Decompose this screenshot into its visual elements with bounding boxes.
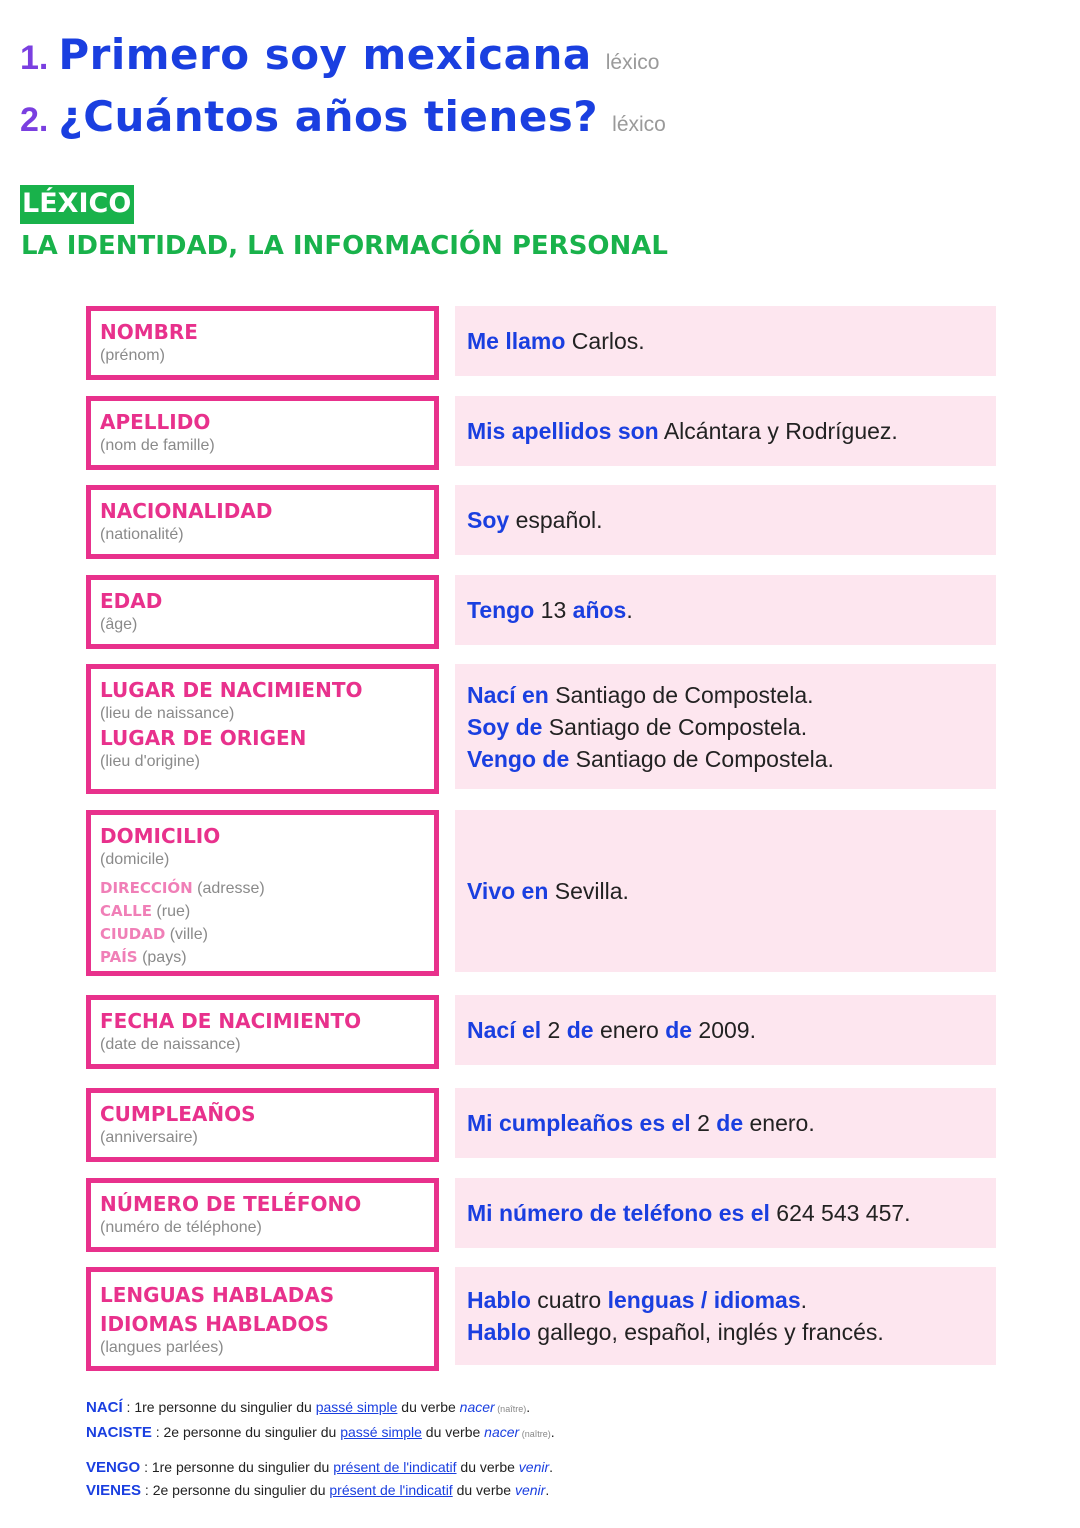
example-line	[467, 1197, 984, 1229]
note-text: du verbe	[456, 1459, 519, 1475]
sub-term	[100, 923, 425, 946]
term-key: APELLIDO	[100, 410, 211, 434]
example-keyword: Vivo en	[467, 878, 549, 904]
example-line	[467, 1014, 984, 1046]
example-box	[455, 485, 996, 555]
note-text: : 1re personne du singulier du	[122, 1399, 316, 1415]
example-line	[467, 679, 984, 711]
sub-term-key: DIRECCIÓN	[100, 879, 193, 897]
term-translation: (prénom)	[100, 347, 165, 364]
term-key: DOMICILIO	[100, 824, 221, 848]
sub-term-translation: (ville)	[165, 926, 208, 943]
sub-term-key: CIUDAD	[100, 925, 166, 943]
heading-2	[20, 92, 666, 141]
term-key: IDIOMAS HABLADOS	[100, 1312, 329, 1336]
example-box	[455, 396, 996, 466]
example-text: .	[800, 1287, 807, 1313]
example-text: enero.	[743, 1110, 815, 1136]
term-box	[86, 485, 439, 559]
example-keyword: de	[665, 1017, 693, 1043]
note-translation: (naître)	[494, 1404, 527, 1414]
term-box	[86, 810, 439, 976]
example-line	[467, 743, 984, 775]
note-tense: passé simple	[340, 1424, 422, 1440]
example-text: Santiago de Compostela.	[548, 681, 814, 708]
term-key: FECHA DE NACIMIENTO	[100, 1009, 362, 1033]
heading-number: 1.	[20, 39, 49, 77]
example-line	[467, 1284, 984, 1316]
example-text: gallego, español, inglés y francés.	[530, 1319, 884, 1345]
example-keyword: lenguas / idiomas	[607, 1287, 801, 1313]
term-translation: (âge)	[100, 616, 138, 633]
note-text: : 2e personne du singulier du	[141, 1482, 330, 1498]
example-box	[455, 306, 996, 376]
note-text: du verbe	[397, 1399, 460, 1415]
term-key: LUGAR DE ORIGEN	[100, 726, 307, 750]
sub-term-key: CALLE	[100, 902, 152, 920]
example-box	[455, 995, 996, 1065]
note-verb: nacer	[484, 1424, 520, 1440]
heading-tag: léxico	[605, 51, 660, 74]
note-tense: présent de l'indicatif	[329, 1482, 453, 1498]
example-text: 13	[534, 597, 573, 623]
example-box	[455, 1267, 996, 1365]
note-word: NACISTE	[86, 1424, 152, 1441]
sub-term-translation: (adresse)	[192, 880, 265, 897]
sub-term-translation: (rue)	[151, 903, 191, 920]
example-keyword: Soy de	[467, 713, 543, 740]
note-translation: (naître)	[519, 1429, 551, 1439]
heading-title: Primero soy mexicana	[58, 30, 592, 79]
example-text: .	[626, 597, 633, 623]
note-line	[86, 1456, 555, 1479]
example-text: cuatro	[530, 1287, 608, 1313]
note-word: VIENES	[86, 1482, 142, 1499]
example-text: Alcántara y Rodríguez.	[658, 418, 898, 444]
vocab-row	[86, 575, 996, 645]
example-line	[467, 1316, 984, 1348]
example-text: Sevilla.	[548, 878, 629, 904]
sub-term-key: PAÍS	[100, 948, 138, 966]
sub-term-translation: (pays)	[137, 949, 187, 966]
term-translation: (lieu d'origine)	[100, 753, 200, 770]
term-key: EDAD	[100, 589, 163, 613]
example-text: Santiago de Compostela.	[542, 713, 808, 740]
example-keyword: de	[716, 1110, 744, 1136]
heading-number: 2.	[20, 101, 49, 139]
sub-term	[100, 900, 425, 923]
example-line	[467, 1107, 984, 1139]
example-box	[455, 664, 996, 789]
note-verb: venir	[514, 1482, 546, 1498]
term-box	[86, 664, 439, 794]
example-text: Carlos.	[565, 328, 645, 354]
example-keyword: Nací el	[467, 1017, 542, 1043]
term-key: NÚMERO DE TELÉFONO	[100, 1192, 362, 1216]
example-box	[455, 810, 996, 972]
note-word: VENGO	[86, 1459, 141, 1476]
note-text: .	[526, 1399, 531, 1415]
heading-tag: léxico	[612, 113, 666, 136]
note-line	[86, 1479, 555, 1502]
vocab-row	[86, 1267, 996, 1365]
example-keyword: Mi cumpleaños es el	[467, 1110, 691, 1136]
note-text: .	[550, 1424, 555, 1440]
note-word: NACÍ	[86, 1399, 123, 1416]
example-keyword: Hablo	[467, 1287, 531, 1313]
term-box	[86, 1088, 439, 1162]
vocab-row	[86, 396, 996, 466]
term-translation: (nom de famille)	[100, 437, 215, 454]
example-line	[467, 504, 984, 536]
note-line	[86, 1396, 555, 1421]
note-tense: présent de l'indicatif	[333, 1459, 457, 1475]
section-label: LÉXICO	[20, 185, 134, 224]
term-translation: (domicile)	[100, 851, 170, 868]
example-line	[467, 594, 984, 626]
section-title: LA IDENTIDAD, LA INFORMACIÓN PERSONAL	[21, 231, 668, 261]
vocab-row	[86, 1088, 996, 1158]
term-key: NACIONALIDAD	[100, 499, 273, 523]
note-text: : 1re personne du singulier du	[140, 1459, 334, 1475]
term-key: CUMPLEAÑOS	[100, 1102, 256, 1126]
example-keyword: Mi número de teléfono es el	[467, 1200, 770, 1226]
term-translation: (langues parlées)	[100, 1339, 224, 1356]
example-line	[467, 875, 984, 907]
term-box	[86, 575, 439, 649]
example-text: español.	[509, 507, 603, 533]
sub-term	[100, 946, 425, 969]
example-keyword: Me llamo	[467, 328, 566, 354]
example-text: Santiago de Compostela.	[569, 745, 834, 772]
note-text: .	[545, 1482, 550, 1498]
example-box	[455, 1088, 996, 1158]
grammar-notes	[86, 1396, 555, 1502]
example-keyword: Tengo	[467, 597, 535, 623]
example-box	[455, 1178, 996, 1248]
example-keyword: Mis apellidos son	[467, 418, 659, 444]
note-text: : 2e personne du singulier du	[151, 1424, 341, 1440]
example-line	[467, 711, 984, 743]
term-box	[86, 396, 439, 470]
note-text: du verbe	[421, 1424, 485, 1440]
term-box	[86, 1178, 439, 1252]
term-translation: (nationalité)	[100, 526, 184, 543]
example-text: 2	[690, 1110, 717, 1136]
term-box	[86, 1267, 439, 1371]
vocab-row	[86, 664, 996, 789]
vocab-row	[86, 485, 996, 555]
example-text: 624 543 457.	[769, 1200, 911, 1226]
example-line	[467, 325, 984, 357]
term-box	[86, 995, 439, 1069]
example-box	[455, 575, 996, 645]
term-box	[86, 306, 439, 380]
note-text: du verbe	[452, 1482, 515, 1498]
heading-title: ¿Cuántos años tienes?	[58, 92, 599, 141]
term-key: LUGAR DE NACIMIENTO	[100, 678, 363, 702]
term-translation: (date de naissance)	[100, 1036, 241, 1053]
note-verb: nacer	[459, 1399, 495, 1415]
example-keyword: Nací en	[467, 681, 549, 708]
note-line	[86, 1421, 555, 1446]
sub-term	[100, 877, 425, 900]
note-verb: venir	[518, 1459, 550, 1475]
example-keyword: Hablo	[467, 1319, 531, 1345]
term-key: NOMBRE	[100, 320, 198, 344]
example-text: 2	[541, 1017, 567, 1043]
vocab-row	[86, 1178, 996, 1248]
example-line	[467, 415, 984, 447]
vocab-row	[86, 810, 996, 972]
vocab-row	[86, 306, 996, 376]
example-keyword: años	[572, 597, 627, 623]
example-keyword: Soy	[467, 507, 510, 533]
term-translation: (anniversaire)	[100, 1129, 198, 1146]
example-text: enero	[593, 1017, 666, 1043]
term-translation: (numéro de téléphone)	[100, 1219, 262, 1236]
example-keyword: Vengo de	[467, 745, 570, 772]
note-tense: passé simple	[315, 1399, 398, 1415]
vocab-row	[86, 995, 996, 1065]
note-text: .	[549, 1459, 554, 1475]
example-text: 2009.	[692, 1017, 756, 1043]
example-keyword: de	[566, 1017, 594, 1043]
term-translation: (lieu de naissance)	[100, 705, 235, 722]
term-key: LENGUAS HABLADAS	[100, 1283, 335, 1307]
heading-1	[20, 30, 659, 79]
